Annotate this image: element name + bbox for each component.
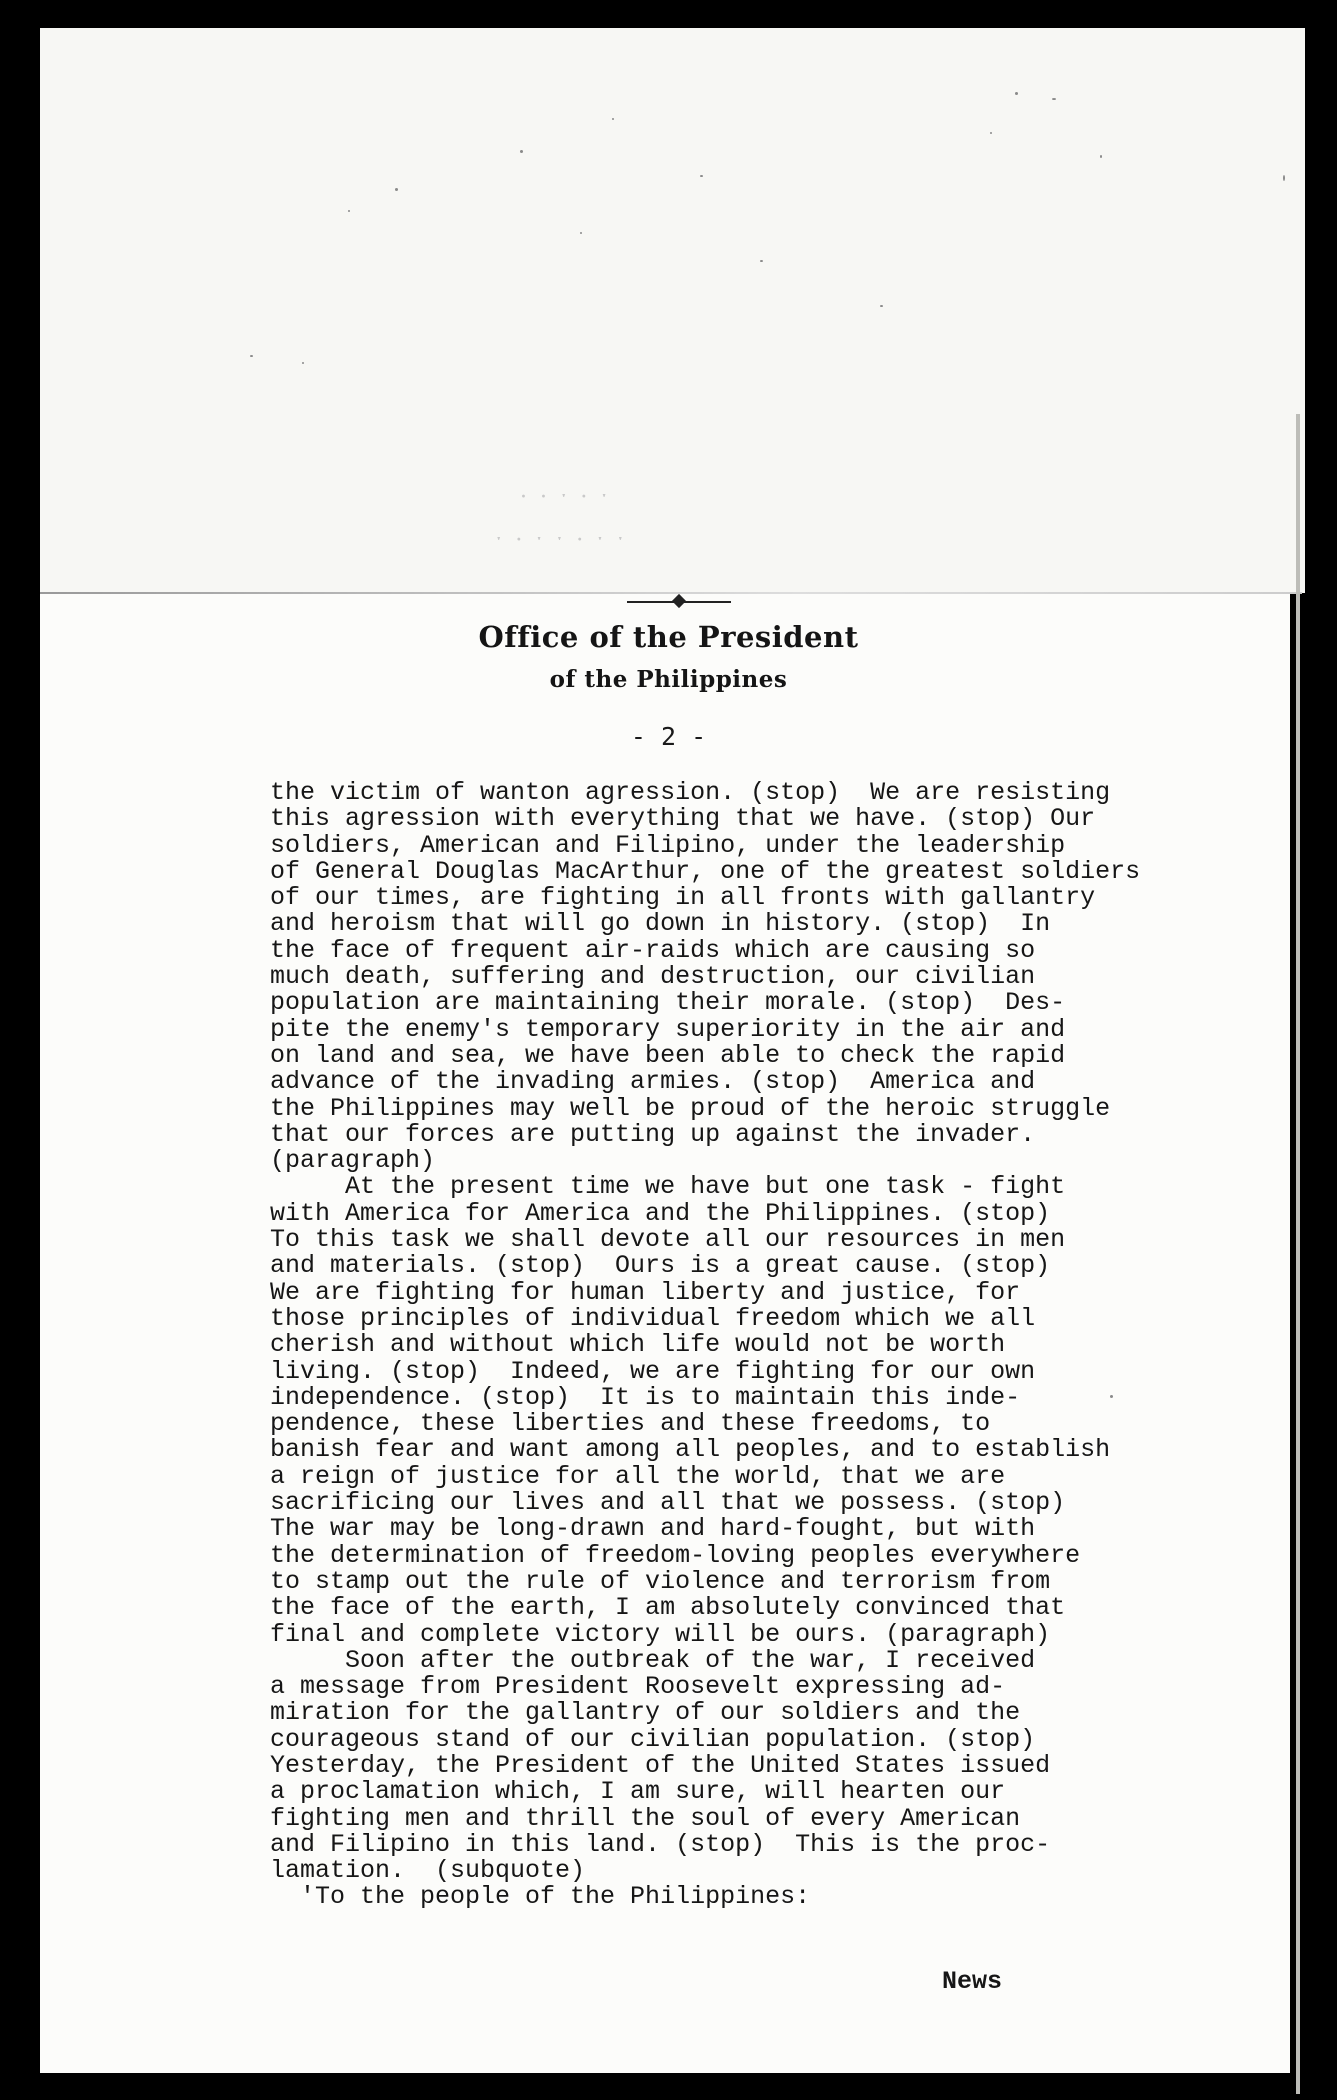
page-fold-edge — [40, 592, 1302, 594]
body-line: with America for America and the Philippines. (stop) — [270, 1198, 1051, 1228]
body-line: final and complete victory will be ours. (paragraph) — [270, 1619, 1051, 1649]
body-line: the Philippines may well be proud of the heroic struggle — [270, 1093, 1111, 1123]
show-through-marks: · · ˑ · ˑ — [520, 485, 611, 510]
body-line: and Filipino in this land. (stop) This is the proc- — [270, 1829, 1051, 1859]
page-number: - 2 - — [630, 722, 707, 751]
body-line: a proclamation which, I am sure, will hearten our — [270, 1777, 1006, 1807]
body-line: and heroism that will go down in history. (stop) In — [270, 909, 1051, 939]
body-line: a message from President Roosevelt expressing ad- — [270, 1672, 1006, 1702]
body-line: of General Douglas MacArthur, one of the greatest soldiers — [270, 856, 1141, 886]
body-line: banish fear and want among all peoples, and to establish — [270, 1435, 1111, 1465]
body-line: much death, suffering and destruction, our civilian — [270, 962, 1036, 992]
body-line: fighting men and thrill the soul of every American — [270, 1803, 1021, 1833]
body-line: this agression with everything that we have. (stop) Our — [270, 804, 1096, 834]
body-line: the determination of freedom-loving peoples everywhere — [270, 1540, 1081, 1570]
body-line: to stamp out the rule of violence and terrorism from — [270, 1566, 1051, 1596]
body-line: independence. (stop) It is to maintain this inde- — [270, 1382, 1021, 1412]
body-line: of our times, are fighting in all fronts with gallantry — [270, 883, 1096, 913]
body-line: (paragraph) — [270, 1146, 436, 1176]
body-line: on land and sea, we have been able to check the rapid — [270, 1040, 1066, 1070]
body-line: the face of the earth, I am absolutely convinced that — [270, 1593, 1066, 1623]
show-through-marks-2: ˑ · ˑ ˑ · ˑ ˑ — [495, 528, 628, 553]
body-line: that our forces are putting up against the invader. — [270, 1119, 1036, 1149]
body-line: the victim of wanton agression. (stop) We are resisting — [270, 778, 1111, 807]
body-line: lamation. (subquote) — [270, 1856, 586, 1886]
typed-body-text — [270, 780, 1280, 1911]
body-line: those principles of individual freedom which we all — [270, 1303, 1036, 1333]
body-line: soldiers, American and Filipino, under the leadership — [270, 830, 1066, 860]
body-line: the face of frequent air-raids which are causing so — [270, 935, 1036, 965]
body-line: living. (stop) Indeed, we are fighting for our own — [270, 1356, 1036, 1386]
body-line: miration for the gallantry of our soldiers and the — [270, 1698, 1021, 1728]
body-line: courageous stand of our civilian population. (stop) — [270, 1724, 1036, 1754]
letterhead-title: Office of the President — [478, 620, 859, 654]
body-line: The war may be long-drawn and hard-fought, but with — [270, 1514, 1036, 1544]
body-line: 'To the people of the Philippines: — [270, 1882, 811, 1912]
folded-page-overlay — [40, 28, 1305, 593]
body-line: advance of the invading armies. (stop) America and — [270, 1067, 1036, 1097]
body-line: and materials. (stop) Ours is a great cause. (stop) — [270, 1251, 1051, 1281]
body-line: At the present time we have but one task - fight — [270, 1172, 1066, 1202]
body-line: pendence, these liberties and these freedoms, to — [270, 1409, 991, 1439]
footer-continuation-word: News — [942, 1967, 1003, 1996]
body-line: We are fighting for human liberty and justice, for — [270, 1277, 1021, 1307]
body-line: sacrificing our lives and all that we possess. (stop) — [270, 1488, 1066, 1518]
body-line: population are maintaining their morale. (stop) Des- — [270, 988, 1066, 1018]
body-line: cherish and without which life would not be worth — [270, 1330, 1006, 1360]
letterhead-subtitle: of the Philippines — [549, 666, 788, 693]
body-line: To this task we shall devote all our resources in men — [270, 1225, 1066, 1255]
body-line: Yesterday, the President of the United States issued — [270, 1750, 1051, 1780]
body-line: pite the enemy's temporary superiority in the air and — [270, 1014, 1066, 1044]
body-line: Soon after the outbreak of the war, I received — [270, 1645, 1036, 1675]
body-line: a reign of justice for all the world, that we are — [270, 1461, 1006, 1491]
